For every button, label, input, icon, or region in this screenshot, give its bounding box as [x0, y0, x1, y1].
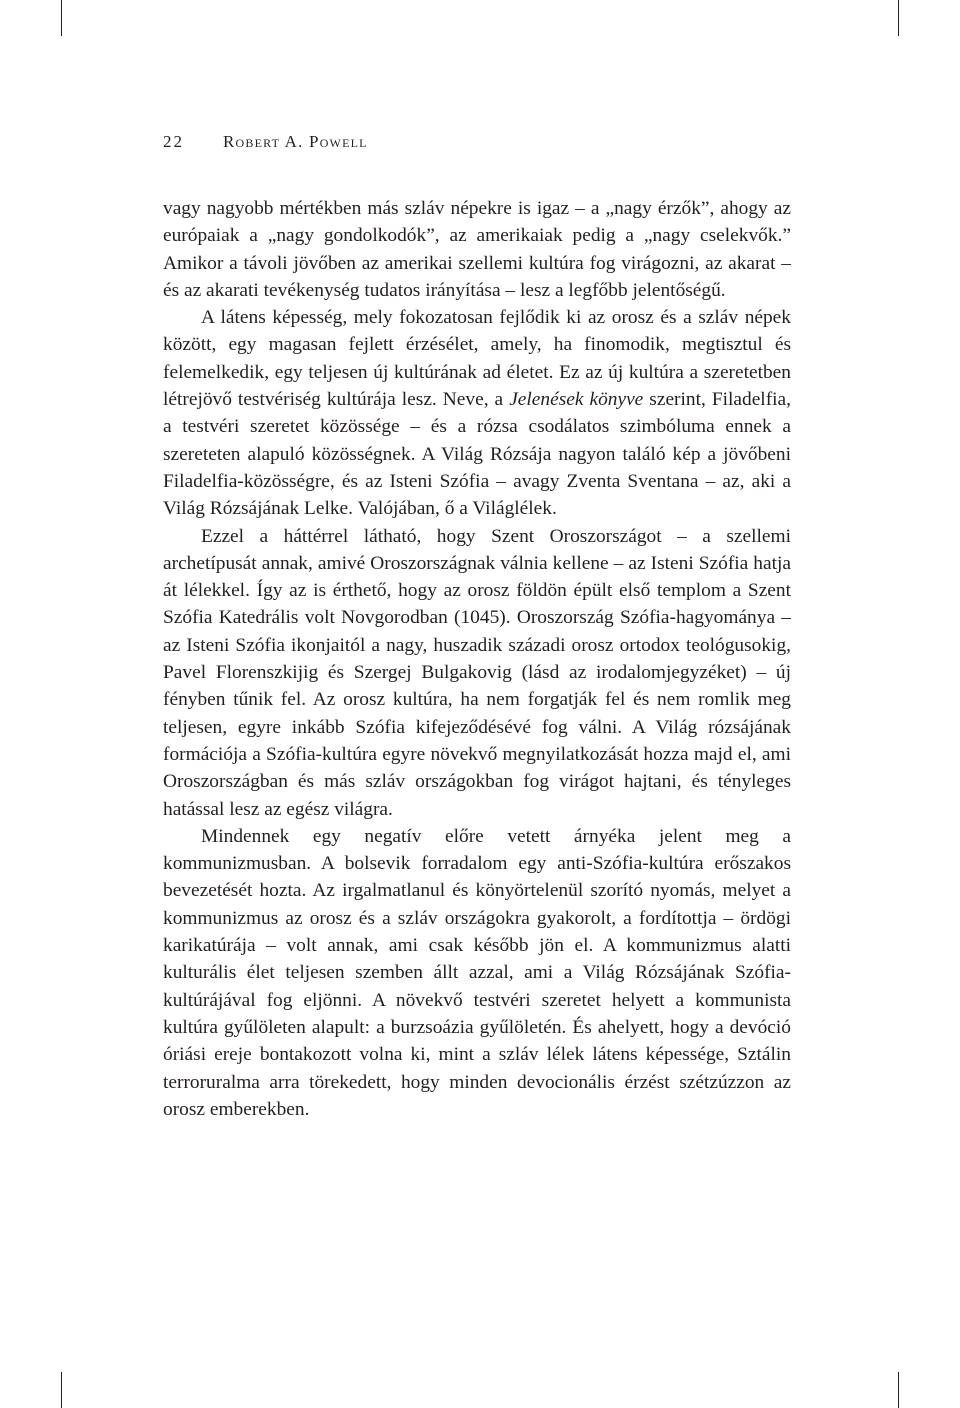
- paragraph-text: A látens képesség, mely fokozatosan fejlődik ki az orosz és a szláv népek között, egy magasan fejlett érzésélet, amely, ha finomodik, megtisztul és felemelkedik, egy teljesen új kultúrának ad életet. Ez az új kultúra a szeretetben létrejövő testvériség kultúrája lesz. Neve, a: [163, 307, 791, 411]
- paragraph-text: Ezzel a háttérrel látható, hogy Szent Oroszországot – a szellemi archetípusát annak, amivé Oroszországnak válnia kellene – az Isteni Szófia hatja át lélekkel. Így az is érthető, hogy az orosz földön épült első templom a Szent Szófia Katedrális volt Novgorodban (1045). Oroszország Szófia-hagyománya – az Isteni Szófia ikonjaitól a nagy, huszadik századi orosz ortodox teológusokig, Pavel Florenszkijig és Szergej Bulgakovig (lásd az irodalomjegyzéket) – új fényben tűnik fel. Az orosz kultúra, ha nem forgatják fel és nem romlik meg teljesen, egyre inkább Szófia kifejeződésévé fog válni. A Világ rózsájának formációja a Szófia-kultúra egyre növekvő megnyilatkozását hozza majd el, ami Oroszországban és más szláv országokban fog virágot hajtani, és tényleges hatással lesz az egész világra.: [163, 525, 791, 820]
- crop-mark-bottom-left: [61, 1372, 62, 1408]
- paragraph-text: Mindennek egy negatív előre vetett árnyéka jelent meg a kommunizmusban. A bolsevik forradalom egy anti-Szófia-kultúra erőszakos bevezetését hozta. Az irgalmatlanul és könyörtelenül szorító nyomás, melyet a kommunizmus az orosz és a szláv országokra gyakorolt, a fordítottja – ördögi karikatúrája – volt annak, ami csak később jön el. A kommunizmus alatti kulturális élet teljesen szemben állt azzal, ami a Világ Rózsájának Szófia-kultúrájával fog eljönni. A növekvő testvéri szeretet helyett a kommunista kultúra gyűlöleten alapult: a burzsoázia gyűlöletén. És ahelyett, hogy a devóció óriási ereje bontakozott volna ki, mint a szláv lélek látens képessége, Sztálin terroruralma arra törekedett, hogy minden devocionális érzést szétzúzzon az orosz emberekben.: [163, 825, 791, 1120]
- paragraph-text: szerint, Filadelfia, a testvéri szeretet közössége – és a rózsa csodálatos szimbóluma ennek a szereteten alapuló közösségnek. A Világ Rózsája nagyon találó kép a jövőbeni Filadelfia-közösségre, és az Isteni Szófia – avagy Zventa Sventana – az, aki a Világ Rózsájának Lelke. Valójában, ő a Világlélek.: [163, 389, 791, 520]
- paragraph: [163, 523, 791, 823]
- crop-mark-bottom-right: [898, 1372, 899, 1408]
- crop-mark-top-right: [898, 0, 899, 36]
- paragraph: [163, 304, 791, 522]
- running-head-author: Robert A. Powell: [223, 132, 368, 151]
- paragraph: [163, 195, 791, 304]
- crop-mark-top-left: [61, 0, 62, 36]
- running-head: [163, 132, 368, 152]
- paragraph-text: vagy nagyobb mértékben más szláv népekre is igaz – a „nagy érzők”, ahogy az európaiak a „nagy gondolkodók”, az amerikaiak pedig a „nagy cselekvők.” Amikor a távoli jövőben az amerikai szellemi kultúra fog virágozni, az akarat – és az akarati tevékenység tudatos irányítása – lesz a legfőbb jelentőségű.: [163, 198, 791, 301]
- page-number: 22: [163, 132, 184, 151]
- paragraph: [163, 823, 791, 1123]
- body-text: [163, 195, 791, 1123]
- book-title: Jelenések könyve: [509, 389, 644, 411]
